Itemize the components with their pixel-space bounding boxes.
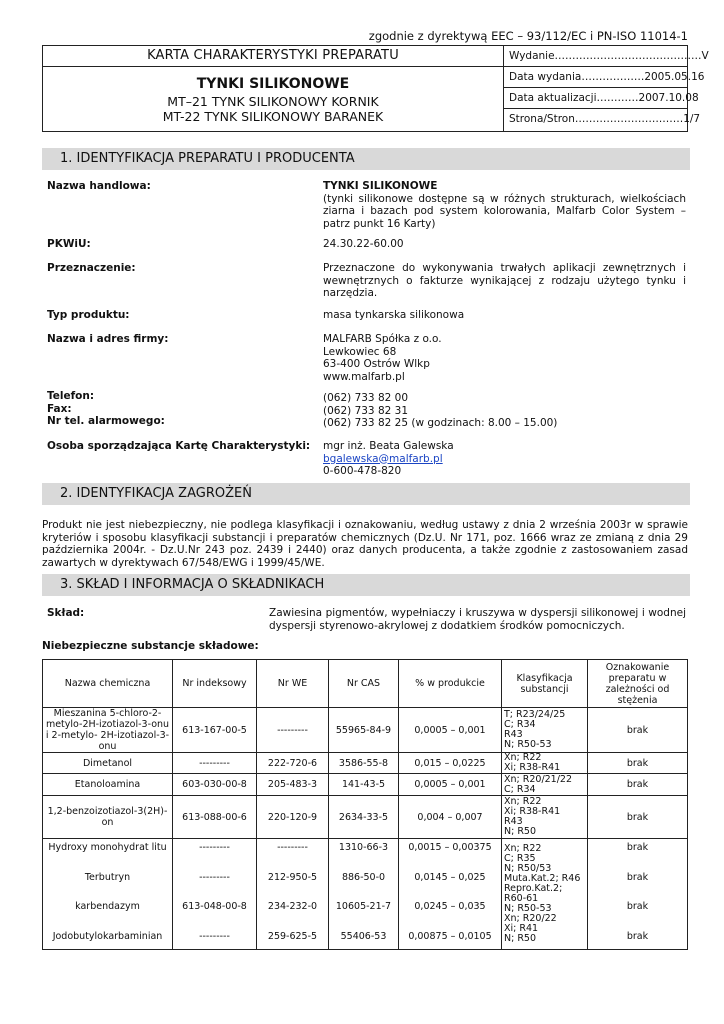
fax-label: Fax: <box>47 402 72 415</box>
percent: 0,0005 – 0,001 <box>399 774 502 796</box>
table-header-row <box>43 660 688 708</box>
labelling: brak <box>626 930 649 942</box>
percent-stack <box>399 839 501 949</box>
issue-date: Data wydania………………2005.05.16 <box>504 67 687 88</box>
classification: Repro.Kat.2; <box>504 883 563 894</box>
col-cas-no: Nr CAS <box>329 660 399 708</box>
labelling: brak <box>626 901 649 913</box>
company-address <box>323 333 686 383</box>
hazard-statement: Produkt nie jest niebezpieczny, nie podlega klasyfikacji i oznakowaniu, według ustawy z dnia 2 września 2003r w sprawie kryteriów i sposobu klasyfikacji substancji i preparatów chemicznych (Dz.U. Nr 171, poz. 1666 wraz ze zmianą z dnia 29 października 2004r. - Dz.U.Nr 243 poz. 2439 i 2440) oraz danych producenta, a także zgodnie z zastosowaniem zasad zawartych w dyrektywach 67/548/EWG i 1999/45/WE. <box>42 519 688 569</box>
contact-values <box>323 392 686 430</box>
classification: Muta.Kat.2; R46 <box>504 873 581 884</box>
substances-table <box>42 659 688 950</box>
ec-no: 259-625-5 <box>267 930 318 942</box>
cas-no: 886-50-0 <box>341 871 386 883</box>
chemical-name: Jodobutylokarbaminian <box>52 930 163 942</box>
company-city: 63-400 Ostrów Wlkp <box>323 358 430 370</box>
table-row <box>43 796 688 839</box>
trade-name-value <box>323 180 686 230</box>
section-2-heading: 2. IDENTYFIKACJA ZAGROŻEŃ <box>42 483 690 505</box>
document-header <box>42 45 709 132</box>
classification: C; R35 <box>504 853 536 864</box>
index-no-group <box>173 839 257 950</box>
labelling: brak <box>588 708 688 753</box>
classification: Xn; R22 <box>504 843 542 854</box>
percent: 0,015 – 0,0225 <box>399 753 502 774</box>
cas-no: 3586-55-8 <box>329 753 399 774</box>
classification: Xn; R22 Xi; R38-R41 <box>502 753 588 774</box>
cas-no: 10605-21-7 <box>335 901 392 913</box>
percent: 0,0245 – 0,035 <box>414 901 486 913</box>
table-row <box>43 774 688 796</box>
classification: Xn; R22 Xi; R38-R41 R43 N; R50 <box>502 796 588 839</box>
company-website: www.malfarb.pl <box>323 370 405 383</box>
col-index-no: Nr indeksowy <box>173 660 257 708</box>
product-type-label: Typ produktu: <box>47 309 130 321</box>
author-email-link[interactable]: bgalewska@malfarb.pl <box>323 452 443 465</box>
classification: Xn; R20/21/22 C; R34 <box>502 774 588 796</box>
index-no: 613-167-00-5 <box>173 708 257 753</box>
product-block <box>43 67 503 124</box>
classification: N; R50/53 <box>504 863 552 874</box>
classification: Xn; R20/22 <box>504 913 557 924</box>
cas-no: 55406-53 <box>340 930 387 942</box>
percent: 0,0005 – 0,001 <box>399 708 502 753</box>
ec-no: 234-232-0 <box>267 901 318 913</box>
phone-label: Telefon: <box>47 390 95 402</box>
ec-no: 222-720-6 <box>257 753 329 774</box>
directive-note: zgodnie z dyrektywą EEC – 93/112/EC i PN-ISO 11014-1 <box>368 29 688 43</box>
percent-group <box>399 839 502 950</box>
classification: T; R23/24/25 C; R34 R43 N; R50-53 <box>502 708 588 753</box>
index-no: --------- <box>199 871 230 883</box>
cas-no: 1310-66-3 <box>338 842 389 853</box>
author-info <box>323 440 686 478</box>
document-title: KARTA CHARAKTERYSTYKI PREPARATU <box>43 46 503 67</box>
index-no: --------- <box>199 842 230 853</box>
hazardous-substances-heading: Niebezpieczne substancje składowe: <box>42 640 259 652</box>
purpose-label: Przeznaczenie: <box>47 262 136 274</box>
ec-no: 220-120-9 <box>257 796 329 839</box>
chemical-name: Mieszanina 5-chloro-2-metylo-2H-izotiazol-3-onu i 2-metylo- 2H-izotiazol-3-onu <box>43 708 173 753</box>
classification: N; R50-53 <box>504 903 552 914</box>
ec-no-group <box>257 839 329 950</box>
composition-value: Zawiesina pigmentów, wypełniaczy i kruszywa w dyspersji silikonowej i wodnej dyspersji styrenowo-akrylowej z dodatkiem środków pomocniczych. <box>269 607 686 632</box>
emergency-value: (062) 733 82 25 (w godzinach: 8.00 – 15.00) <box>323 417 558 429</box>
col-labelling: Oznakowanie preparatu w zależności od stężenia <box>588 660 688 708</box>
chemical-name: 1,2-benzoizotiazol-3(2H)-on <box>43 796 173 839</box>
classification: N; R50 <box>504 933 537 944</box>
trade-name-description: (tynki silikonowe dostępne są w różnych strukturach, wielkościach ziarna i bazach pod system kolorowania, Malfarb Color System – patrz punkt 16 Karty) <box>323 192 686 230</box>
product-name: TYNKI SILIKONOWE <box>196 76 350 92</box>
percent: 0,0145 – 0,025 <box>414 871 486 883</box>
classification-group <box>502 839 588 950</box>
ec-no-stack <box>257 839 328 949</box>
chemical-name-stack <box>43 839 172 949</box>
labelling: brak <box>588 753 688 774</box>
labelling: brak <box>588 796 688 839</box>
section-1-heading: 1. IDENTYFIKACJA PREPARATU I PRODUCENTA <box>42 148 690 170</box>
labelling-stack <box>588 839 687 949</box>
classification: Xi; R41 <box>504 923 539 934</box>
contact-labels <box>47 390 165 428</box>
company-name: MALFARB Spółka z o.o. <box>323 333 442 345</box>
labelling: brak <box>626 871 649 883</box>
index-no-stack <box>173 839 256 949</box>
cas-no-group <box>329 839 399 950</box>
trade-name-label: Nazwa handlowa: <box>47 180 151 192</box>
emergency-label: Nr tel. alarmowego: <box>47 415 165 427</box>
pkwiu-value: 24.30.22-60.00 <box>323 238 404 250</box>
labelling-group <box>588 839 688 950</box>
col-ec-no: Nr WE <box>257 660 329 708</box>
author-name: mgr inż. Beata Galewska <box>323 440 454 452</box>
product-variant-2: MT-22 TYNK SILIKONOWY BARANEK <box>162 109 384 124</box>
header-meta <box>504 46 709 131</box>
cas-no-stack <box>329 839 398 949</box>
phone-value: (062) 733 82 00 <box>323 392 409 404</box>
fax-value: (062) 733 82 31 <box>323 404 409 417</box>
table-row <box>43 753 688 774</box>
edition: Wydanie……………………………………V <box>504 46 687 67</box>
trade-name: TYNKI SILIKONOWE <box>323 180 438 192</box>
section-3-heading: 3. SKŁAD I INFORMACJA O SKŁADNIKACH <box>42 574 690 596</box>
col-percent: % w produkcie <box>399 660 502 708</box>
table-row <box>43 708 688 753</box>
percent: 0,004 – 0,007 <box>399 796 502 839</box>
ec-no: 212-950-5 <box>267 871 318 883</box>
index-no: --------- <box>173 753 257 774</box>
pkwiu-label: PKWiU: <box>47 238 91 250</box>
chemical-name: Etanoloamina <box>43 774 173 796</box>
product-type-value: masa tynkarska silikonowa <box>323 309 465 321</box>
classification: R60-61 <box>504 893 539 904</box>
index-no: 603-030-00-8 <box>173 774 257 796</box>
col-chemical-name: Nazwa chemiczna <box>43 660 173 708</box>
ec-no: --------- <box>257 708 329 753</box>
chemical-name: Dimetanol <box>43 753 173 774</box>
index-no: 613-048-00-8 <box>182 901 247 913</box>
page-number: Strona/Stron…………………….……1/7 <box>509 113 701 125</box>
col-classification: Klasyfikacja substancji <box>502 660 588 708</box>
composition-label: Skład: <box>47 607 85 619</box>
cas-no: 141-43-5 <box>329 774 399 796</box>
ec-no: --------- <box>277 842 308 853</box>
chemical-name: Terbutryn <box>84 871 131 883</box>
index-no: --------- <box>199 930 230 942</box>
header-left <box>43 46 504 131</box>
company-street: Lewkowiec 68 <box>323 345 397 358</box>
table-row-group <box>43 839 688 950</box>
author-label: Osoba sporządzająca Kartę Charakterystyki: <box>47 440 311 452</box>
author-phone: 0-600-478-820 <box>323 465 402 477</box>
labelling: brak <box>588 774 688 796</box>
cas-no: 2634-33-5 <box>329 796 399 839</box>
product-variant-1: MT–21 TYNK SILIKONOWY KORNIK <box>167 94 379 109</box>
index-no: 613-088-00-6 <box>173 796 257 839</box>
update-date: Data aktualizacji…………2007.10.08 <box>504 88 687 109</box>
cas-no: 55965-84-9 <box>329 708 399 753</box>
chemical-name-group <box>43 839 173 950</box>
labelling: brak <box>626 842 649 853</box>
chemical-name: Hydroxy monohydrat litu <box>48 842 167 853</box>
company-label: Nazwa i adres firmy: <box>47 333 169 345</box>
ec-no: 205-483-3 <box>257 774 329 796</box>
chemical-name: karbendazym <box>75 901 140 913</box>
percent: 0,0015 – 0,00375 <box>408 842 492 853</box>
percent: 0,00875 – 0,0105 <box>408 930 492 942</box>
purpose-value: Przeznaczone do wykonywania trwałych aplikacji zewnętrznych i wewnętrznych o fakturze wynikającej z rodzaju użytego tynku i narzędzia. <box>323 262 686 299</box>
